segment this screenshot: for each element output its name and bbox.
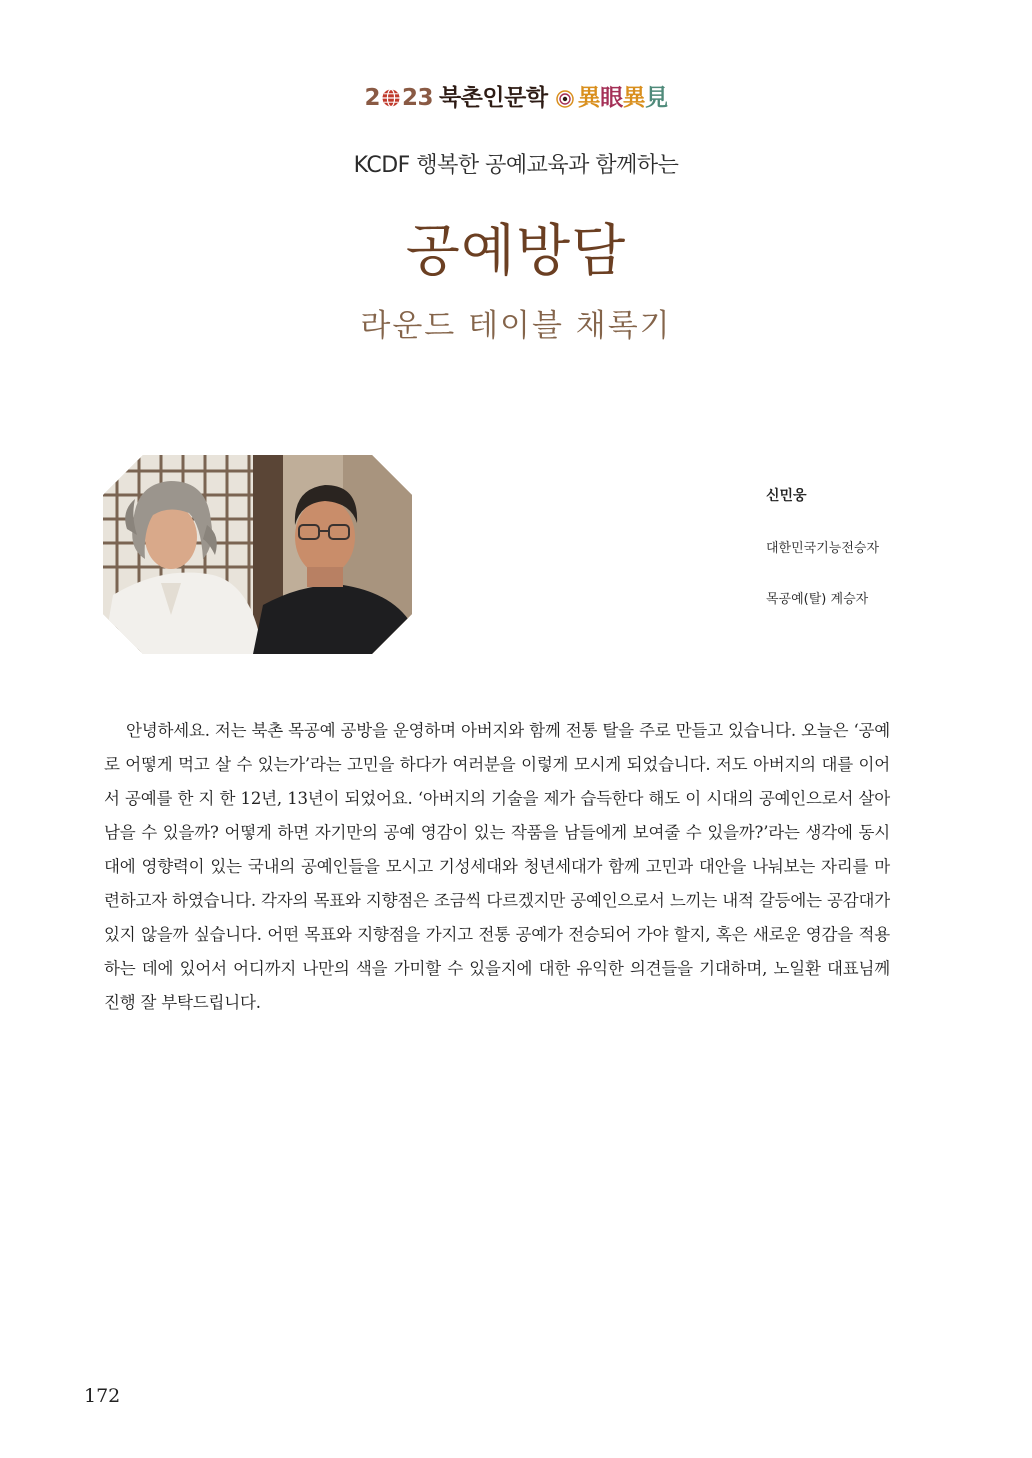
series-hanja-3: 異 [622, 85, 646, 111]
body-paragraph: 안녕하세요. 저는 북촌 목공예 공방을 운영하며 아버지와 함께 전통 탈을 주로 만들고 있습니다. 오늘은 ‘공예로 어떻게 먹고 살 수 있는가’라는 고민을 하다가 여러분을 이렇게 모시게 되었습니다. 저도 아버지의 대를 이어서 공예를 한 지 한 12년, 13년이 되었어요. ‘아버지의 기술을 제가 습득한다 해도 이 시대의 공예인으로서 살아남을 수 있을까? 어떻게 하면 자기만의 공예 영감이 있는 작품을 남들에게 보여줄 수 있을까?’라는 생각에 동시대에 영향력이 있는 국내의 공예인들을 모시고 기성세대와 청년세대가 함께 고민과 대안을 나눠보는 자리를 마련하고자 하였습니다. 각자의 목표와 지향점은 조금씩 다르겠지만 공예인으로서 느끼는 내적 갈등에는 공감대가 있지 않을까 싶습니다. 어떤 목표와 지향점을 가지고 전통 공예가 전승되어 가야 할지, 혹은 새로운 영감을 적용하는 데에 있어서 어디까지 나만의 색을 가미할 수 있을지에 대한 유익한 의견들을 기대하며, 노일환 대표님께 진행 잘 부탁드립니다. [104, 721, 890, 1012]
speaker-profile [766, 485, 1016, 607]
series-year [364, 85, 433, 111]
page-title: 공예방담 [405, 219, 627, 284]
speaker-name: 신민웅 [766, 488, 807, 504]
series-year-prefix: 2 [364, 85, 380, 111]
page-number: 172 [84, 1385, 121, 1407]
speaker-role-1: 대한민국기능전승자 [766, 541, 880, 556]
series-header [0, 82, 1032, 114]
series-hanja-4: 見 [645, 85, 668, 111]
speaker-role-2: 목공예(탈) 계승자 [766, 592, 869, 607]
speaker-photo [103, 455, 412, 654]
series-year-suffix: 23 [401, 85, 433, 111]
subtitle: KCDF 행복한 공예교육과 함께하는 [353, 153, 679, 178]
globe-icon [381, 88, 401, 108]
eye-icon [556, 90, 574, 108]
series-name: 북촌인문학 [438, 85, 548, 111]
title-kicker: 라운드 테이블 채록기 [360, 308, 672, 344]
series-hanja-1: 異 [577, 85, 601, 111]
series-hanja-2: 眼 [600, 85, 623, 111]
